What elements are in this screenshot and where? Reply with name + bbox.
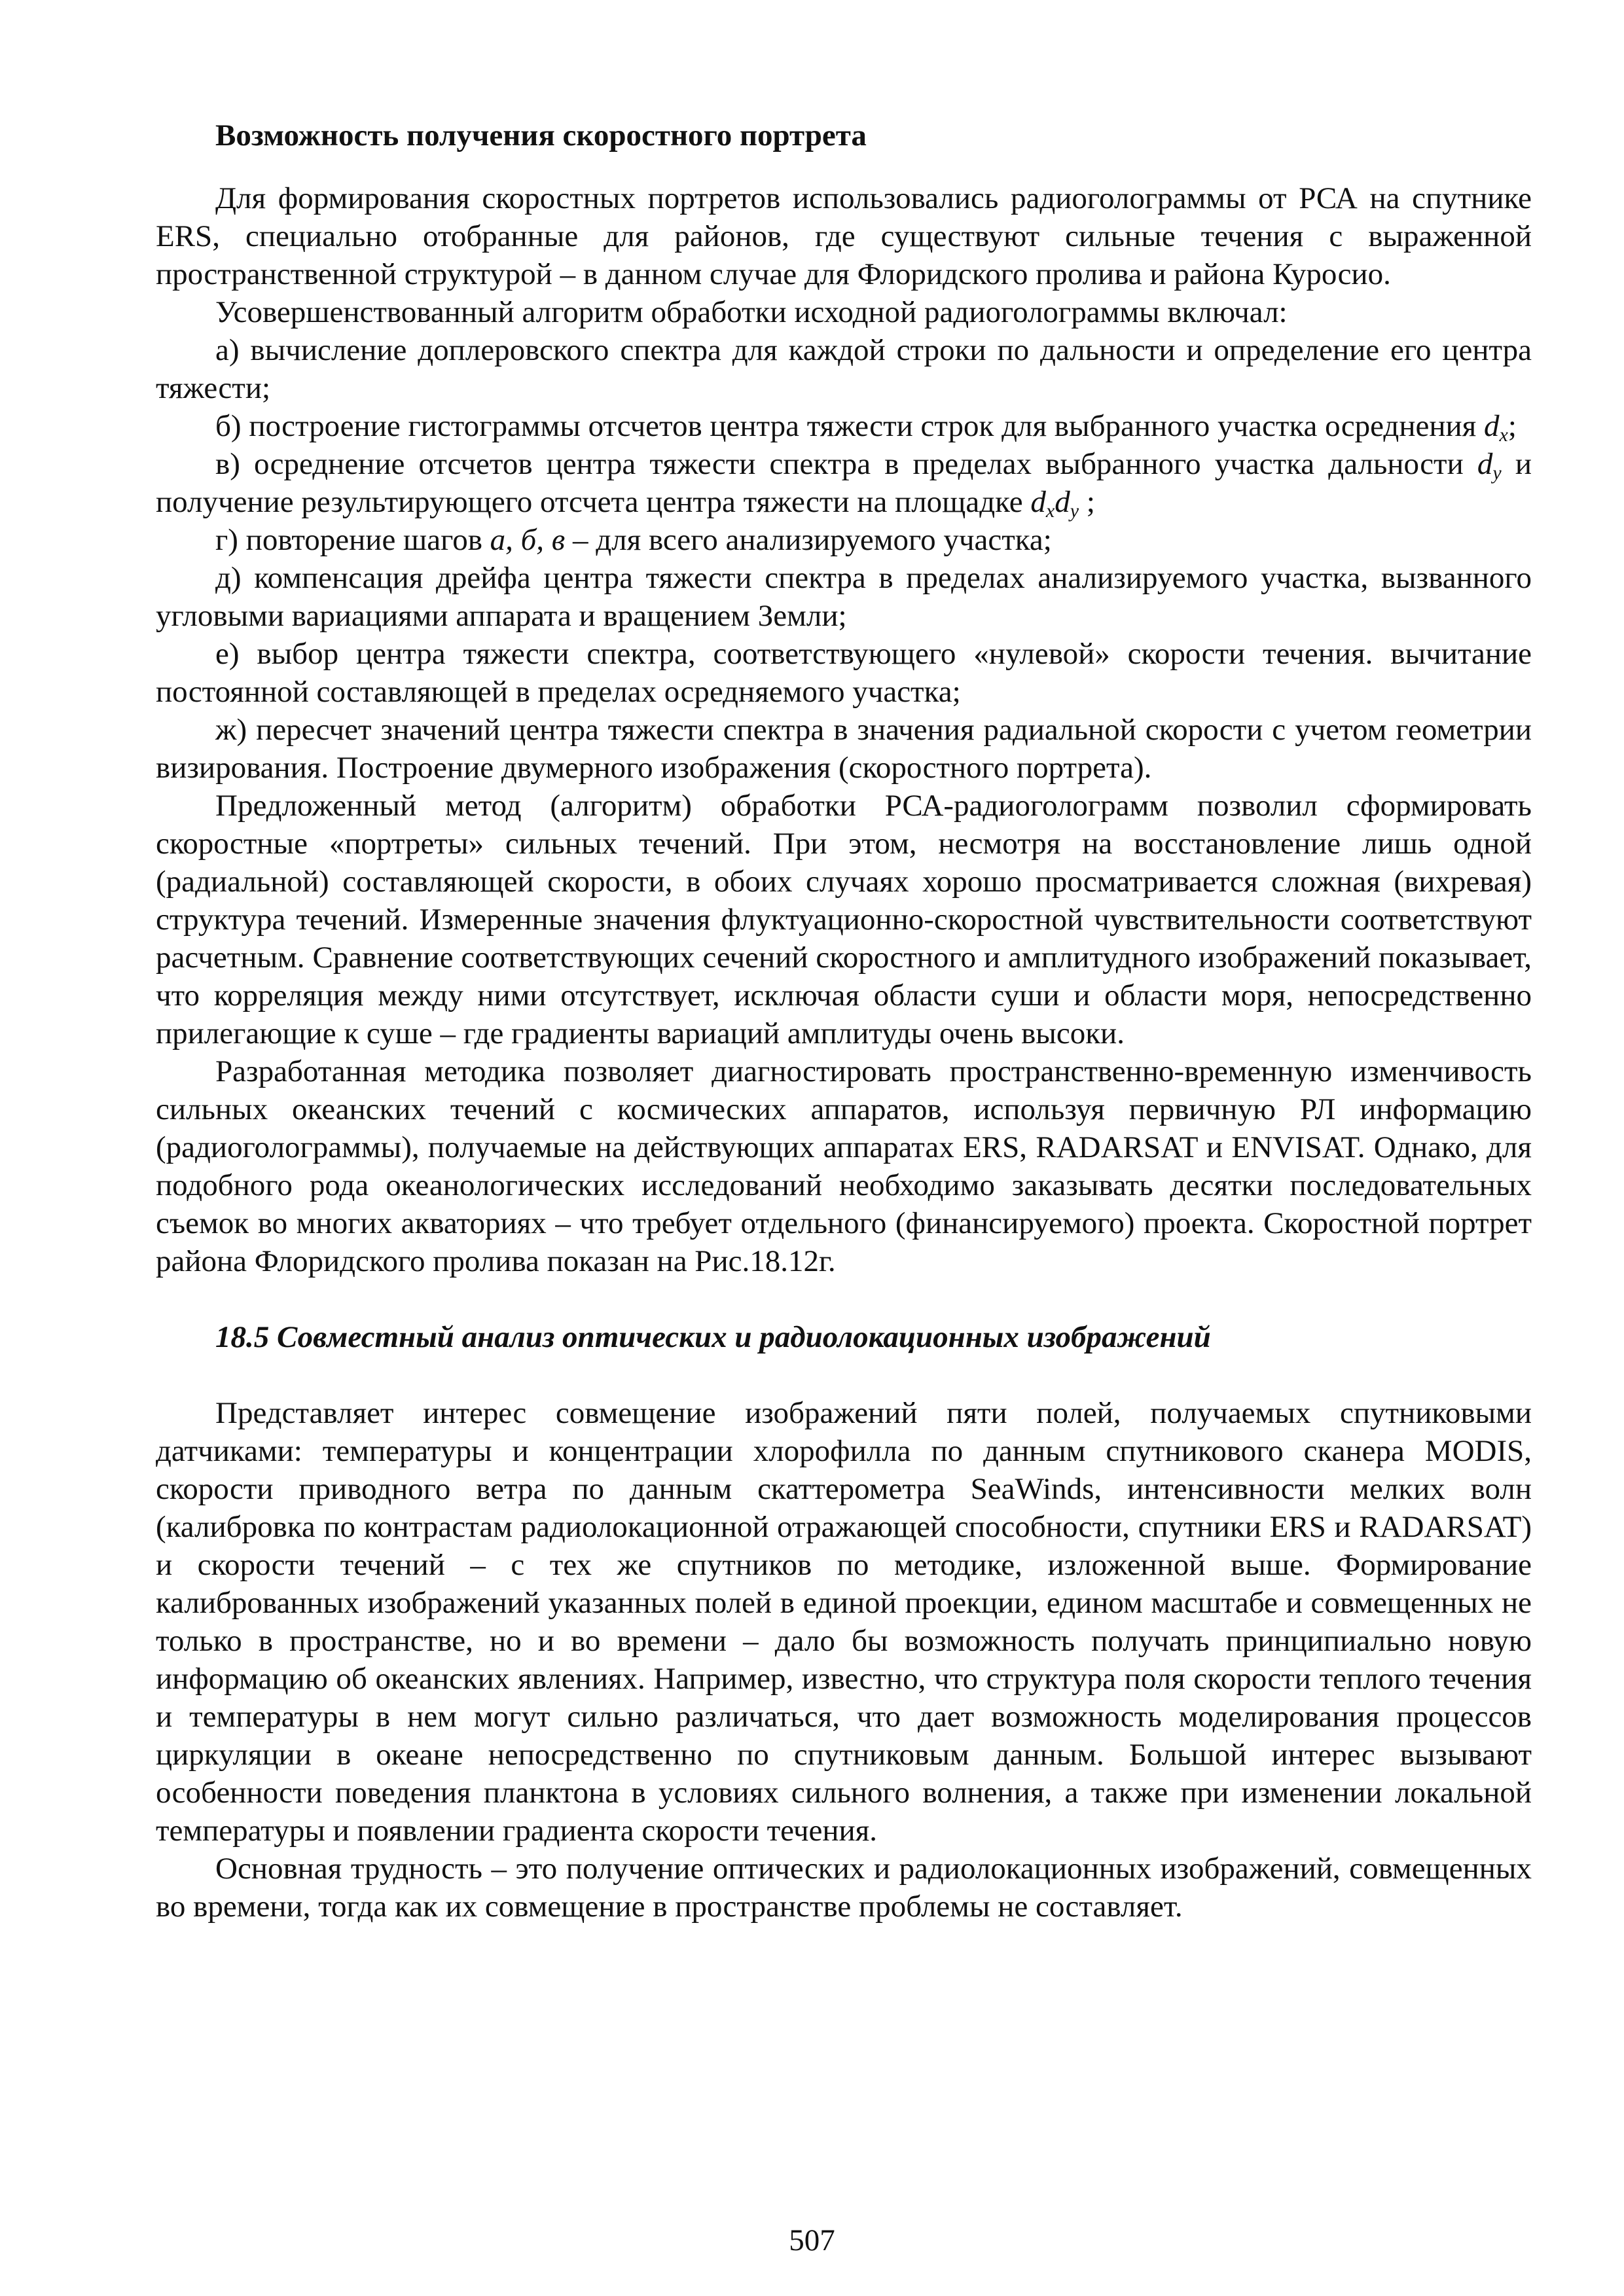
list-item-step-e: е) выбор центра тяжести спектра, соответствующего «нулевой» скорости течения. вычитание постоянной составляющей в пределах осредняемого участка; [156, 637, 1532, 709]
paragraph-field-combination: Представляет интерес совмещение изображений пяти полей, получаемых спутниковыми датчиками: температуры и концентрации хлорофилла по данным спутникового сканера MODIS, скорости приводного ветра по данным скаттерометра SeaWinds, интенсивности мелких волн (калибровка по контрастам радиолокационной отражающей способности, спутники ERS и RADARSAT) и скорости течений – с тех же спутников по методике, изложенной выше. Формирование калиброванных изображений указанных полей в единой проекции, едином масштабе и совмещенных не только в пространстве, но и во времени – дало бы возможность получать принципиально новую информацию об океанских явлениях. Например, известно, что структура поля скорости теплого течения и температуры в нем могут сильно различаться, что дает возможность моделирования процессов циркуляции в океане непосредственно по спутниковым данным. Большой интерес вызывают особенности поведения планктона в условиях сильного волнения, а также при изменении локальной температуры и появлении градиента скорости течения. [156, 1396, 1532, 1848]
list-item-step-g: г) повторение шагов а, б, в – для всего анализируемого участка; [215, 523, 1052, 557]
paragraph-result: Предложенный метод (алгоритм) обработки РСА-радиоголограмм позволил сформировать скоростные «портреты» сильных течений. При этом, несмотря на восстановление лишь одной (радиальной) составляющей скорости, в обоих случаях хорошо просматривается сложная (вихревая) структура течений. Измеренные значения флуктуационно-скоростной чувствительности соответствуют расчетным. Сравнение соответствующих сечений скоростного и амплитудного изображений показывает, что корреляция между ними отсутствует, исключая области суши и области моря, непосредственно прилегающие к суше – где градиенты вариаций амплитуды очень высоки. [156, 789, 1532, 1050]
section-heading-18-5: 18.5 Совместный анализ оптических и радиолокационных изображений [215, 1320, 1211, 1354]
paragraph-algorithm-lead: Усовершенствованный алгоритм обработки исходной радиоголограммы включал: [215, 295, 1288, 329]
symbol-dxdy: $d_xd_y$ [1030, 485, 1079, 522]
document-page [156, 117, 1532, 1926]
symbol-dy: $d_y$ [1477, 447, 1502, 484]
paragraph-main-difficulty: Основная трудность – это получение оптических и радиолокационных изображений, совмещенных во времени, тогда как их совмещение в пространстве проблемы не составляет. [156, 1852, 1532, 1924]
symbol-dx: $d_x$ [1484, 409, 1508, 446]
list-item-step-v: в) осреднение отсчетов центра тяжести спектра в пределах выбранного участка дальности $d_y$ и получение результирующего отсчета центра тяжести на площадке $d_xd_y$ ; [156, 447, 1532, 522]
page-number: 507 [789, 2223, 835, 2257]
step-letters: а, б, в [490, 523, 566, 557]
list-item-step-a: а) вычисление доплеровского спектра для каждой строки по дальности и определение его центра тяжести; [156, 333, 1532, 405]
list-item-step-b: б) построение гистограммы отсчетов центра тяжести строк для выбранного участка осреднения $d_x$; [215, 409, 1517, 446]
paragraph-method: Разработанная методика позволяет диагностировать пространственно-временную изменчивость сильных океанских течений с космических аппаратов, используя первичную РЛ информацию (радиоголограммы), получаемые на действующих аппаратах ERS, RADARSAT и ENVISAT. Однако, для подобного рода океанологических исследований необходимо заказывать десятки последовательных съемок во многих акваториях – что требует отдельного (финансируемого) проекта. Скоростной портрет района Флоридского пролива показан на Рис.18.12г. [156, 1054, 1532, 1278]
paragraph-intro: Для формирования скоростных портретов использовались радиоголограммы от РСА на спутнике ERS, специально отобранные для районов, где существуют сильные течения с выраженной пространственной структурой – в данном случае для Флоридского пролива и района Куросио. [156, 181, 1532, 291]
section-heading-velocity-portrait: Возможность получения скоростного портрета [215, 118, 867, 152]
list-item-step-d: д) компенсация дрейфа центра тяжести спектра в пределах анализируемого участка, вызванного угловыми вариациями аппарата и вращением Земли; [156, 561, 1532, 633]
list-item-step-zh: ж) пересчет значений центра тяжести спектра в значения радиальной скорости с учетом геометрии визирования. Построение двумерного изображения (скоростного портрета). [156, 713, 1532, 785]
